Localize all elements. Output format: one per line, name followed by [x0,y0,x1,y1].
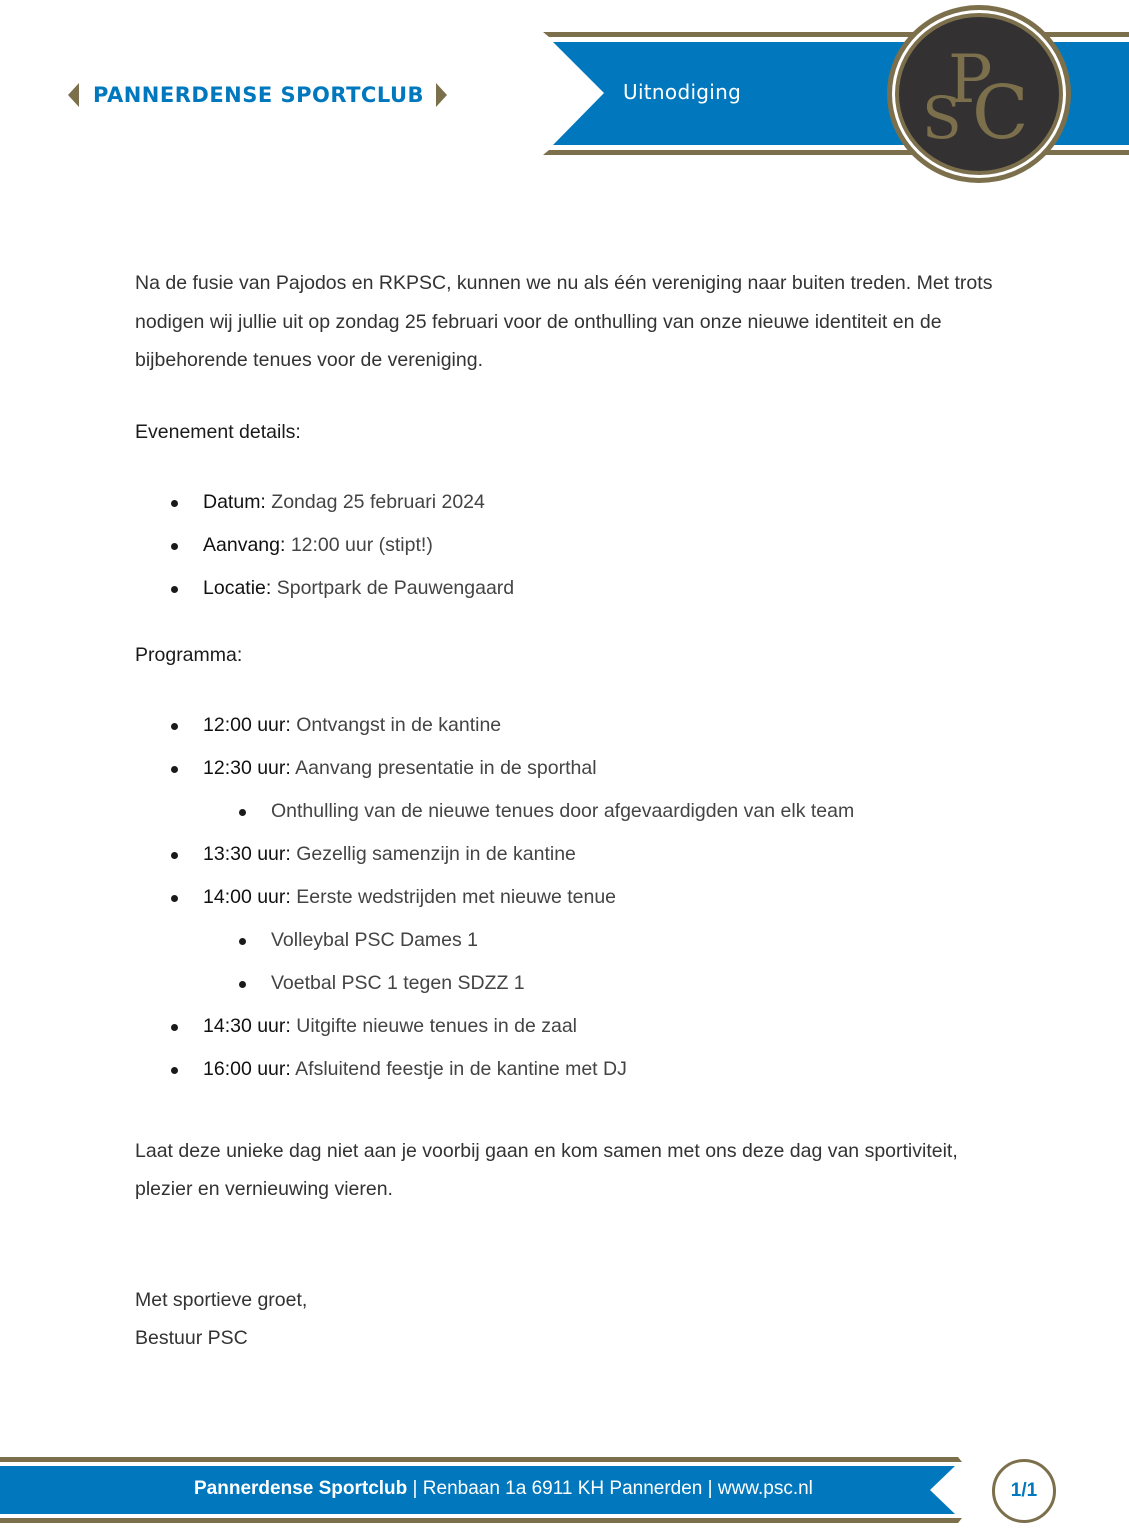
details-list [135,481,1005,610]
closing-paragraph: Laat deze unieke dag niet aan je voorbij gaan en kom samen met ons deze dag van sportiviteit, plezier en vernieuwing vieren. [135,1139,958,1200]
svg-text:P: P [948,41,993,118]
left-triangle-icon [68,83,79,107]
club-wordmark [68,82,447,108]
program-item: 12:30 uur: Aanvang presentatie in de sporthal [135,747,1005,790]
intro-paragraph: Na de fusie van Pajodos en RKPSC, kunnen we nu als één vereniging naar buiten treden. Met trots nodigen wij jullie uit op zondag 25 februari voor de onthulling van onze nieuwe identiteit en de bijbehorende tenues voor de vereniging. [135,272,993,371]
page-indicator [992,1459,1056,1523]
svg-text:S: S [922,84,962,152]
letter-body [135,264,1005,1358]
page-number: 1/1 [1010,1480,1038,1501]
psc-emblem-logo [886,4,1072,184]
detail-item-aanvang: Aanvang: 12:00 uur (stipt!) [135,524,1005,567]
document-type-title: Uitnodiging [623,80,742,104]
program-item: 16:00 uur: Afsluitend feestje in de kantine met DJ [135,1048,1005,1091]
program-list [135,704,1005,1091]
detail-item-locatie: Locatie: Sportpark de Pauwengaard [135,567,1005,610]
program-item: 14:30 uur: Uitgifte nieuwe tenues in de zaal [135,1005,1005,1048]
program-item: 13:30 uur: Gezellig samenzijn in de kantine [135,833,1005,876]
svg-text:C: C [972,70,1029,156]
footer-contact [194,1478,813,1500]
program-item: 12:00 uur: Ontvangst in de kantine [135,704,1005,747]
program-subitem: Voetbal PSC 1 tegen SDZZ 1 [135,962,1005,1005]
greeting: Met sportieve groet, [135,1288,308,1311]
right-triangle-icon [436,83,447,107]
footer-org-name: Pannerdense Sportclub [194,1478,408,1499]
program-item: 14:00 uur: Eerste wedstrijden met nieuwe tenue [135,876,1005,919]
details-heading: Evenement details: [135,420,301,443]
program-subitem: Volleybal PSC Dames 1 [135,919,1005,962]
program-subitem: Onthulling van de nieuwe tenues door afgevaardigden van elk team [135,790,1005,833]
footer-address: | Renbaan 1a 6911 KH Pannerden | www.psc.nl [407,1478,813,1499]
signature: Bestuur PSC [135,1327,248,1349]
club-name: PANNERDENSE SPORTCLUB [93,83,425,107]
program-heading: Programma: [135,643,243,666]
detail-item-datum: Datum: Zondag 25 februari 2024 [135,481,1005,524]
